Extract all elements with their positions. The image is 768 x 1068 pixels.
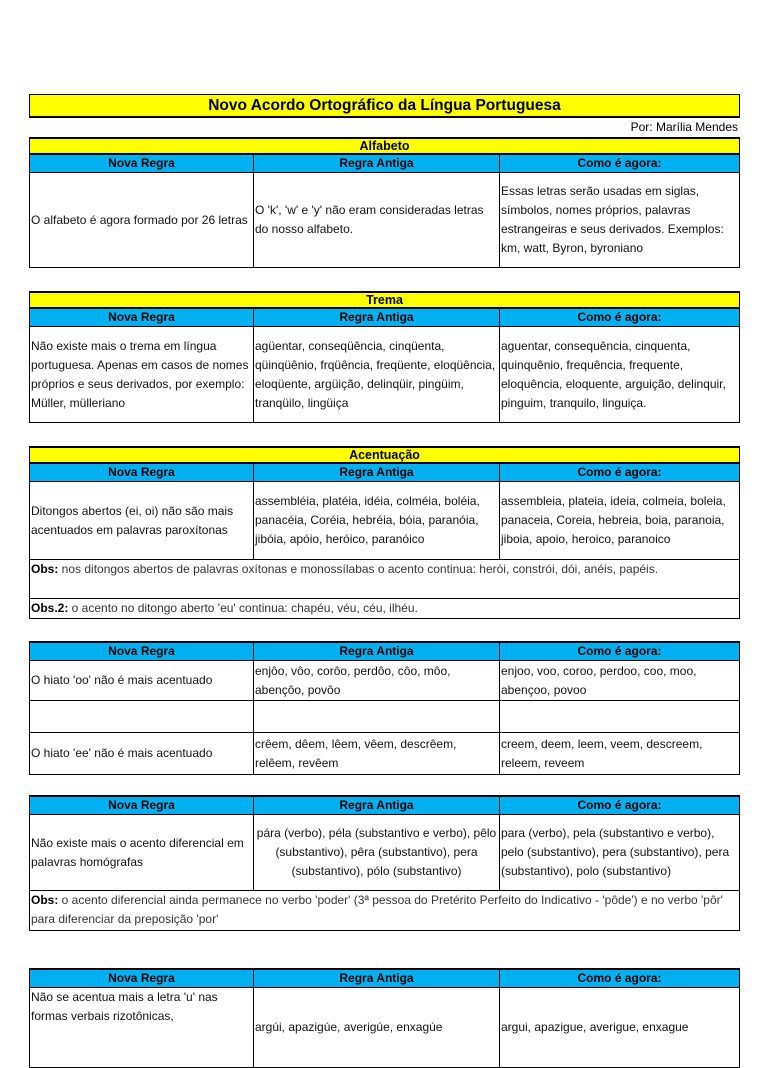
author-credit: Por: Marília Mendes [630, 120, 738, 134]
header-regra-antiga: Regra Antiga [254, 154, 500, 173]
cell-text: O hiato 'ee' não é mais acentuado [31, 746, 213, 760]
header-regra-antiga: Regra Antiga [254, 969, 500, 988]
header-nova-regra: Nova Regra [29, 463, 254, 482]
cell-como-e-agora [500, 327, 740, 423]
table-row [29, 661, 740, 701]
header-nova-regra: Nova Regra [29, 796, 254, 815]
cell-regra-antiga [254, 327, 500, 423]
table-row [29, 733, 740, 775]
cell-text: Ditongos abertos (ei, oi) não são mais acentuados em palavras paroxítonas [31, 503, 234, 537]
obs-note [29, 560, 740, 599]
section-acento-diferencial [29, 795, 740, 931]
header-nova-regra: Nova Regra [29, 154, 254, 173]
section-heading-trema: Trema [29, 291, 740, 308]
cell-regra-antiga [254, 815, 500, 891]
cell-empty [254, 701, 500, 733]
cell-text: argúi, apazigúe, averigúe, enxagúe [255, 1020, 443, 1034]
table-row [29, 815, 740, 891]
section-heading-alfabeto: Alfabeto [29, 137, 740, 154]
page-title: Novo Acordo Ortográfico da Língua Portuguesa [29, 94, 740, 118]
header-nova-regra: Nova Regra [29, 969, 254, 988]
column-headers [29, 308, 740, 327]
cell-text: crêem, dêem, lêem, vêem, descrêem, relêem, revêem [255, 736, 457, 770]
header-regra-antiga: Regra Antiga [254, 642, 500, 661]
cell-text: enjoo, voo, coroo, perdoo, coo, moo, abençoo, povoo [501, 663, 697, 697]
column-headers [29, 795, 740, 815]
cell-text: O hiato 'oo' não é mais acentuado [31, 673, 213, 687]
cell-empty [500, 701, 740, 733]
cell-nova-regra [29, 173, 254, 268]
table-row [29, 327, 740, 423]
cell-nova-regra [29, 733, 254, 775]
cell-como-e-agora [500, 815, 740, 891]
header-como-e-agora: Como é agora: [500, 796, 740, 815]
obs-note [29, 891, 740, 931]
cell-como-e-agora [500, 482, 740, 560]
cell-text: assembléia, platéia, idéia, colméia, boléia, panacéia, Coréia, hebréia, bóia, paranóia, jibóia, apóio, heróico, paranóico [255, 494, 480, 546]
obs2-label: Obs.2: [31, 601, 69, 615]
cell-text: aguentar, consequência, cinquenta, quinquênio, frequência, frequente, eloquência, eloquente, arguição, delinquir, pinguim, tranquilo, linguiça. [501, 338, 726, 410]
cell-empty [29, 701, 254, 733]
cell-regra-antiga [254, 482, 500, 560]
section-heading-acentuacao: Acentuação [29, 446, 740, 463]
cell-regra-antiga [254, 733, 500, 775]
column-headers [29, 641, 740, 661]
header-como-e-agora: Como é agora: [500, 463, 740, 482]
section-trema [29, 291, 740, 423]
cell-text: argui, apazigue, averigue, enxague [501, 1020, 689, 1034]
obs-text: o acento diferencial ainda permanece no verbo 'poder' (3ª pessoa do Pretérito Perfeito do Indicativo - 'pôde') e no verbo 'pôr' para diferenciar da preposição 'por' [31, 893, 723, 926]
cell-text: enjôo, vôo, corôo, perdôo, côo, môo, abençôo, povôo [255, 663, 451, 697]
obs-text: nos ditongos abertos de palavras oxítonas e monossílabas o acento continua: herói, constrói, dói, anéis, papéis. [58, 562, 659, 576]
obs-label: Obs: [31, 893, 59, 907]
cell-nova-regra [29, 327, 254, 423]
cell-text: O alfabeto é agora formado por 26 letras [31, 212, 248, 227]
cell-como-e-agora [500, 733, 740, 775]
cell-text: assembleia, plateia, ideia, colmeia, boleia, panaceia, Coreia, hebreia, boia, paranoia, jiboia, apoio, heroico, paranoico [501, 494, 726, 546]
cell-nova-regra [29, 661, 254, 701]
cell-como-e-agora [500, 173, 740, 268]
table-row [29, 988, 740, 1068]
header-nova-regra: Nova Regra [29, 308, 254, 327]
cell-regra-antiga [254, 173, 500, 268]
table-row [29, 482, 740, 560]
cell-text: creem, deem, leem, veem, descreem, releem, reveem [501, 736, 703, 770]
cell-como-e-agora [500, 661, 740, 701]
cell-text: Não existe mais o trema em língua portuguesa. Apenas em casos de nomes próprios e seus derivados, por exemplo: Müller, mülleriano [31, 338, 249, 410]
column-headers [29, 968, 740, 988]
column-headers [29, 154, 740, 173]
cell-regra-antiga [254, 661, 500, 701]
cell-como-e-agora [500, 988, 740, 1068]
table-row-empty [29, 701, 740, 733]
header-como-e-agora: Como é agora: [500, 642, 740, 661]
cell-text: Não existe mais o acento diferencial em palavras homógrafas [31, 835, 244, 869]
obs2-text: o acento no ditongo aberto 'eu' continua: chapéu, véu, céu, ilhéu. [68, 601, 418, 615]
cell-nova-regra [29, 815, 254, 891]
section-rizotonicas [29, 968, 740, 1068]
column-headers [29, 463, 740, 482]
cell-text: pára (verbo), péla (substantivo e verbo), pêlo (substantivo), pêra (substantivo), pera (substantivo), pólo (substantivo) [256, 826, 497, 878]
header-regra-antiga: Regra Antiga [254, 463, 500, 482]
header-regra-antiga: Regra Antiga [254, 308, 500, 327]
cell-regra-antiga [254, 988, 500, 1068]
cell-text: Essas letras serão usadas em siglas, símbolos, nomes próprios, palavras estrangeiras e seus derivados. Exemplos: km, watt, Byron, byroniano [501, 184, 724, 255]
header-regra-antiga: Regra Antiga [254, 796, 500, 815]
header-como-e-agora: Como é agora: [500, 154, 740, 173]
cell-nova-regra [29, 482, 254, 560]
cell-text: Não se acentua mais a letra 'u' nas formas verbais rizotônicas, [31, 990, 218, 1023]
cell-text: para (verbo), pela (substantivo e verbo), pelo (substantivo), pera (substantivo), pera (substantivo), polo (substantivo) [501, 826, 730, 878]
header-como-e-agora: Como é agora: [500, 969, 740, 988]
section-acentuacao [29, 446, 740, 619]
section-alfabeto [29, 137, 740, 268]
cell-nova-regra [29, 988, 254, 1068]
header-como-e-agora: Como é agora: [500, 308, 740, 327]
cell-text: agüentar, conseqüência, cinqüenta, qüinqüênio, frqüência, freqüente, eloqüência, eloqüente, argüição, delinqüir, pingüim, tranqüilo, lingüiça [255, 338, 496, 410]
cell-text: O 'k', 'w' e 'y' não eram consideradas letras do nosso alfabeto. [255, 203, 484, 236]
obs-label: Obs: [31, 562, 59, 576]
table-row [29, 173, 740, 268]
header-nova-regra: Nova Regra [29, 642, 254, 661]
section-hiatos [29, 641, 740, 775]
obs2-note [29, 599, 740, 619]
